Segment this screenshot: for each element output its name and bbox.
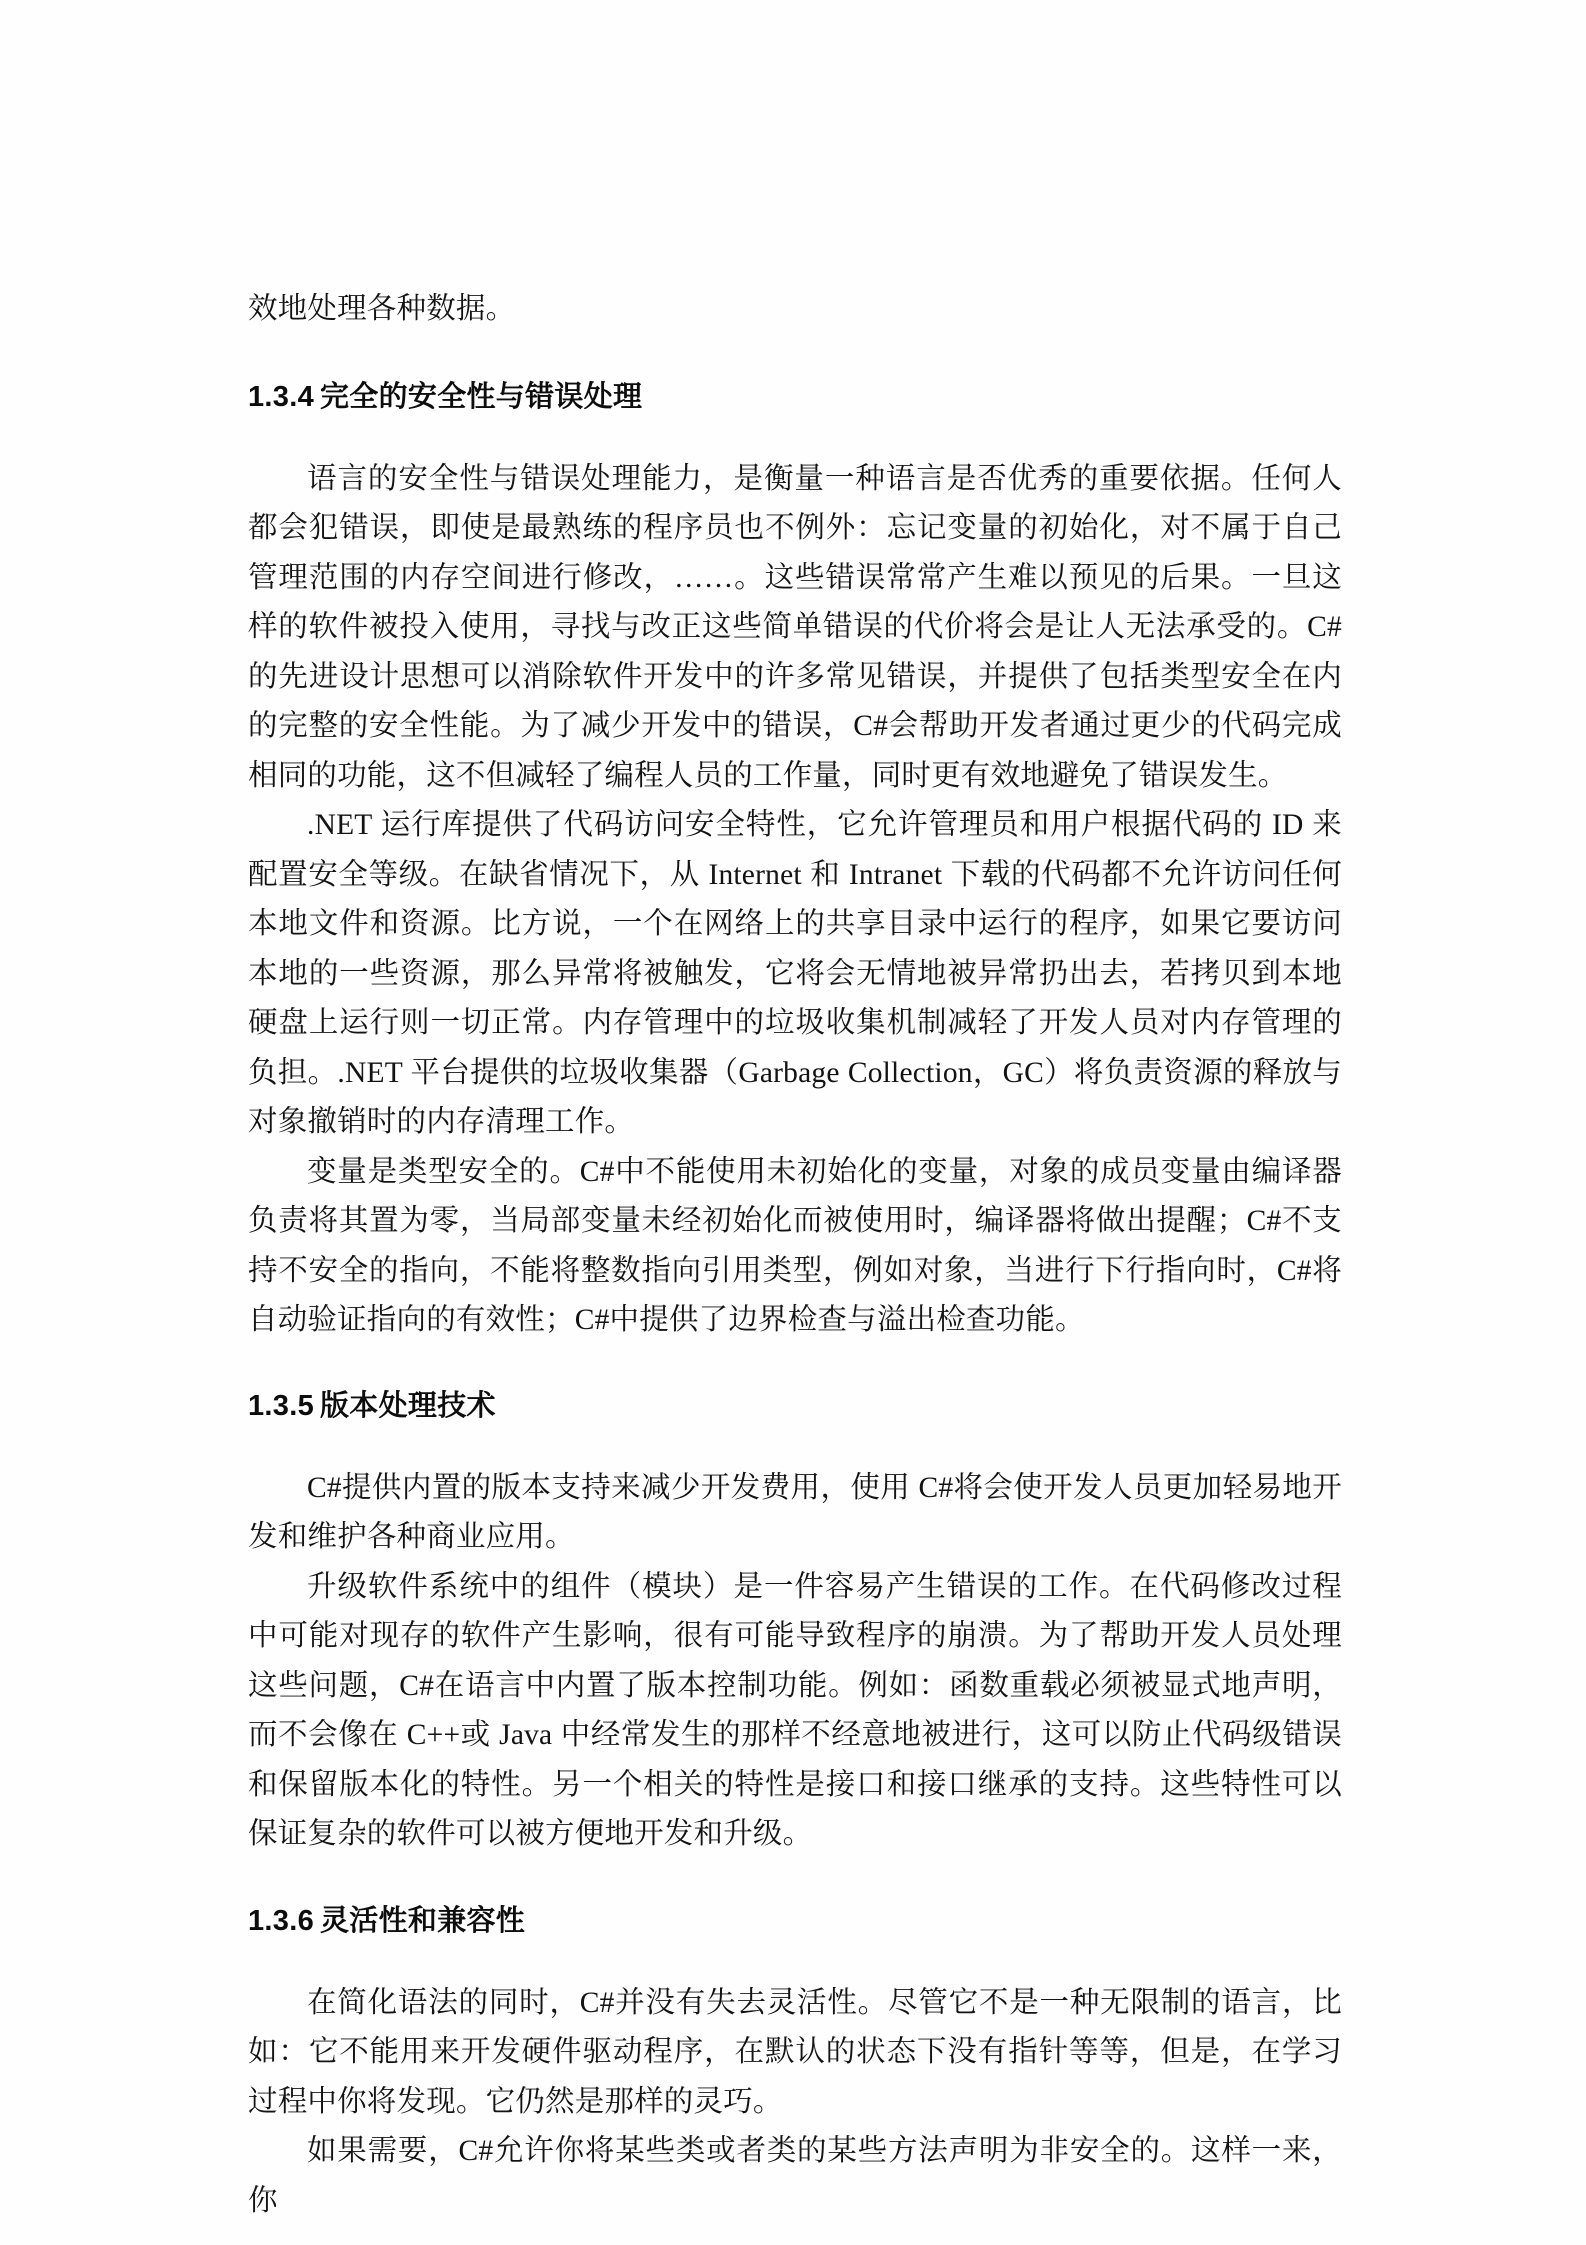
heading-1-3-5	[248, 1383, 1342, 1424]
heading-title-1-3-6: 灵活性和兼容性	[320, 1904, 526, 1937]
spacer-before-heading-135	[248, 1346, 1342, 1383]
heading-1-3-6	[248, 1898, 1342, 1939]
spacer-before-heading-134	[248, 335, 1342, 374]
heading-title-1-3-4: 完全的安全性与错误处理	[320, 380, 643, 413]
paragraph-dotnet-runtime-security: .NET 运行库提供了代码访问安全特性，它允许管理员和用户根据代码的 ID 来配置安全等级。在缺省情况下，从 Internet 和 Intranet 下载的代码都不允许访问任何本地文件和资源。比方说，一个在网络上的共享目录中运行的程序，如果它要访问本地的一些资源，那么异常将被触发，它将会无情地被异常扔出去，若拷贝到本地硬盘上运行则一切正常。内存管理中的垃圾收集机制减轻了开发人员对内存管理的负担。.NET 平台提供的垃圾收集器（Garbage Collection，GC）将负责资源的释放与对象撤销时的内存清理工作。	[248, 809, 1342, 1138]
spacer-after-heading-135	[248, 1424, 1342, 1464]
heading-number-1-3-4: 1.3.4	[248, 380, 314, 413]
paragraph-versioning-details: 升级软件系统中的组件（模块）是一件容易产生错误的工作。在代码修改过程中可能对现存的软件产生影响，很有可能导致程序的崩溃。为了帮助开发人员处理这些问题，C#在语言中内置了版本控制功能。例如：函数重载必须被显式地声明，而不会像在 C++或 Java 中经常发生的那样不经意地被进行，这可以防止代码级错误和保留版本化的特性。另一个相关的特性是接口和接口继承的支持。这些特性可以保证复杂的软件可以被方便地开发和升级。	[248, 1570, 1342, 1850]
paragraph-versioning-intro: C#提供内置的版本支持来减少开发费用，使用 C#将会使开发人员更加轻易地开发和维护各种商业应用。	[248, 1471, 1342, 1553]
spacer-before-heading-136	[248, 1860, 1342, 1898]
paragraph-unsafe-declaration: 如果需要，C#允许你将某些类或者类的某些方法声明为非安全的。这样一来，你	[248, 2135, 1342, 2217]
heading-number-1-3-6: 1.3.6	[248, 1904, 314, 1937]
spacer-after-heading-136	[248, 1939, 1342, 1979]
paragraph-type-safety: 变量是类型安全的。C#中不能使用未初始化的变量，对象的成员变量由编译器负责将其置为零，当局部变量未经初始化而被使用时，编译器将做出提醒；C#不支持不安全的指向，不能将整数指向引用类型，例如对象，当进行下行指向时，C#将自动验证指向的有效性；C#中提供了边界检查与溢出检查功能。	[248, 1155, 1342, 1336]
paragraph-opening-line: 效地处理各种数据。	[248, 293, 516, 325]
heading-title-1-3-5: 版本处理技术	[320, 1389, 496, 1422]
paragraph-flexibility-intro: 在简化语法的同时，C#并没有失去灵活性。尽管它不是一种无限制的语言，比如：它不能用来开发硬件驱动程序，在默认的状态下没有指针等等，但是，在学习过程中你将发现。它仍然是那样的灵巧。	[248, 1986, 1342, 2118]
spacer-after-heading-134	[248, 415, 1342, 455]
paragraph-safety-overview: 语言的安全性与错误处理能力，是衡量一种语言是否优秀的重要依据。任何人都会犯错误，即使是最熟练的程序员也不例外：忘记变量的初始化，对不属于自己管理范围的内存空间进行修改，……。这些错误常常产生难以预见的后果。一旦这样的软件被投入使用，寻找与改正这些简单错误的代价将会是让人无法承受的。C#的先进设计思想可以消除软件开发中的许多常见错误，并提供了包括类型安全在内的完整的安全性能。为了减少开发中的错误，C#会帮助开发者通过更少的代码完成相同的功能，这不但减轻了编程人员的工作量，同时更有效地避免了错误发生。	[248, 462, 1342, 792]
heading-1-3-4	[248, 374, 1342, 415]
heading-number-1-3-5: 1.3.5	[248, 1389, 314, 1422]
page-content	[248, 285, 1342, 2226]
